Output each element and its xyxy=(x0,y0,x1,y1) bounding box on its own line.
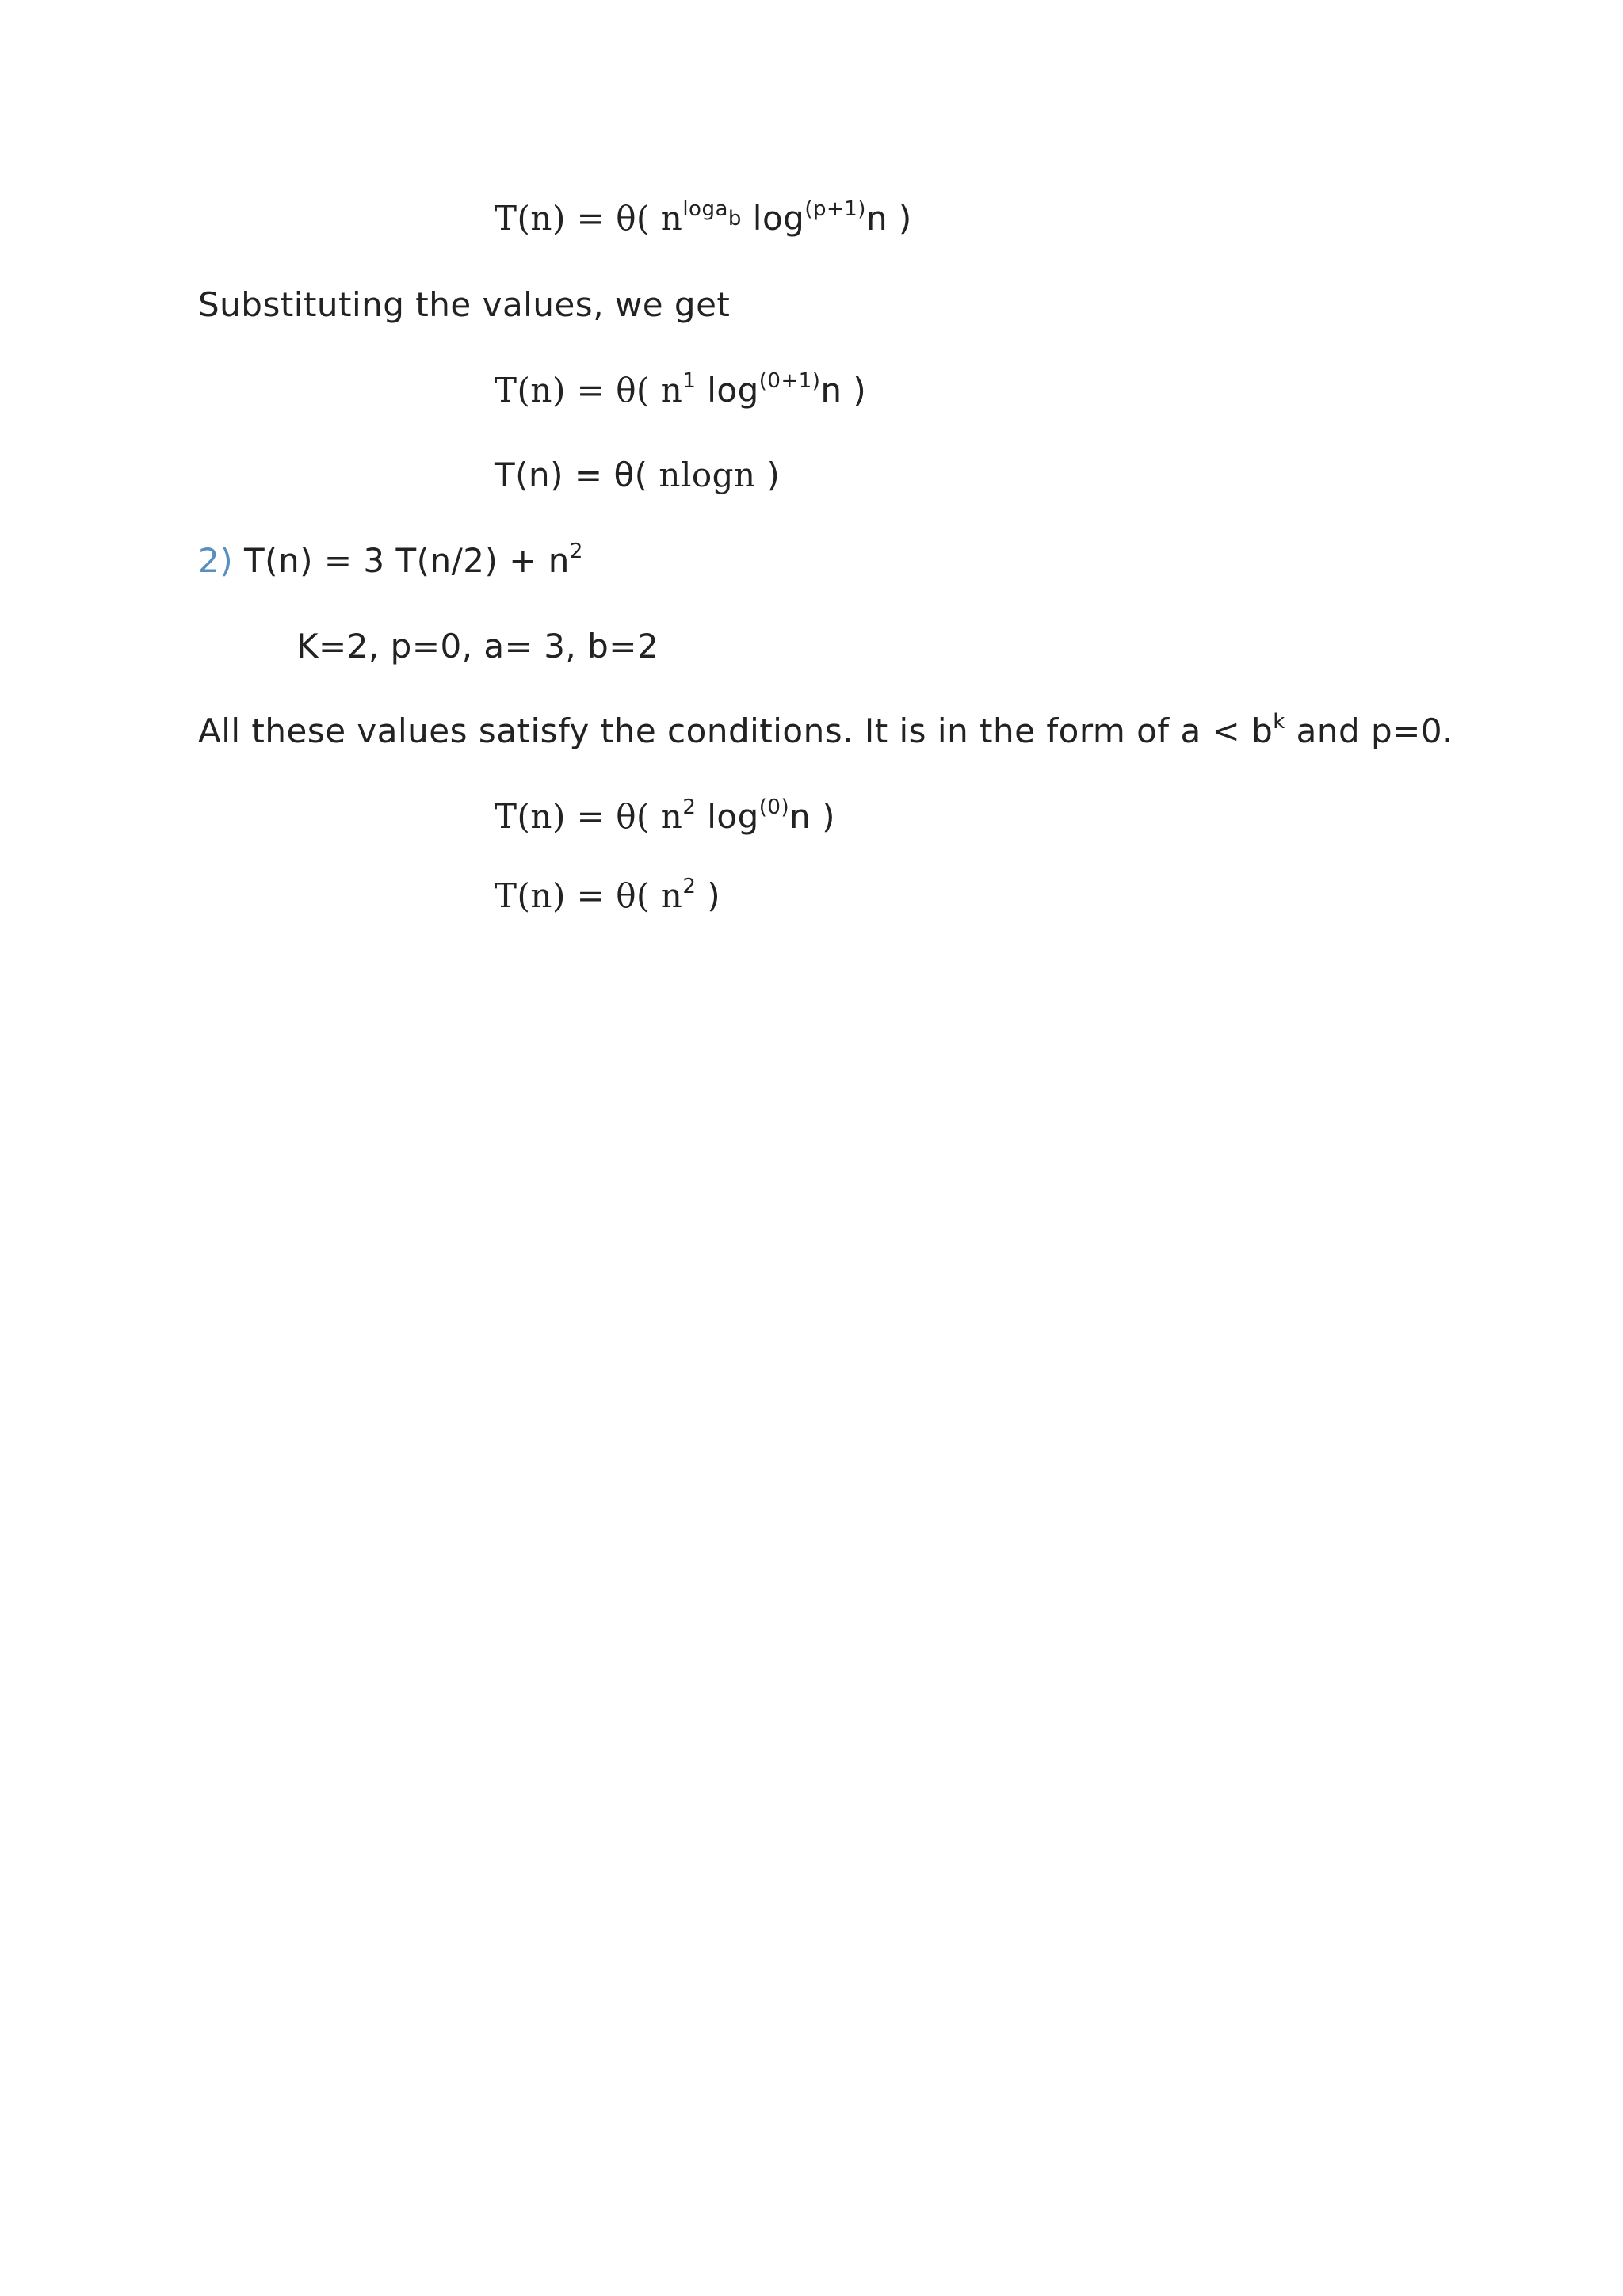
formula-lhs: T(n) = θ( xyxy=(495,876,650,915)
formula-substituted-1 xyxy=(495,368,866,413)
formula-log-exponent: (p+1) xyxy=(804,197,866,221)
conditions-text xyxy=(198,709,1453,753)
conditions-exponent: k xyxy=(1273,710,1285,734)
formula-log-exponent: (0) xyxy=(758,795,790,819)
formula-result-2 xyxy=(495,874,720,918)
formula-n: n xyxy=(660,797,683,836)
formula-n: n xyxy=(660,199,683,238)
formula-exponent: 1 xyxy=(682,369,697,393)
formula-tail: n ) xyxy=(789,797,835,836)
formula-exponent: 2 xyxy=(682,875,697,898)
formula-log: log xyxy=(707,797,759,836)
substituting-text: Substituting the values, we get xyxy=(198,285,731,324)
formula-general xyxy=(495,196,912,241)
formula-lhs: T(n) = θ( xyxy=(495,199,650,238)
parameters: K=2, p=0, a= 3, b=2 xyxy=(296,627,659,666)
formula-log: log xyxy=(752,199,805,238)
formula-exponent: logab xyxy=(682,197,742,231)
formula-tail: ) xyxy=(766,456,781,494)
example-number: 2) xyxy=(198,541,234,580)
formula-n: n xyxy=(660,371,683,410)
formula-log: log xyxy=(707,371,759,410)
formula-n: n xyxy=(660,876,683,915)
conditions-main: All these values satisfy the conditions. It is in the form of a < b xyxy=(198,711,1274,750)
formula-tail: n ) xyxy=(820,371,867,410)
example-exponent: 2 xyxy=(569,540,583,563)
formula-lhs: T(n) = θ( xyxy=(495,456,648,494)
formula-lhs: T(n) = θ( xyxy=(495,371,650,410)
formula-body: nlogn xyxy=(659,456,756,494)
example-2 xyxy=(198,539,583,583)
formula-tail: n ) xyxy=(865,199,912,238)
example-recurrence: T(n) = 3 T(n/2) + n xyxy=(243,541,570,580)
formula-substituted-2 xyxy=(495,453,780,498)
formula-result-1 xyxy=(495,795,835,839)
formula-tail: ) xyxy=(707,876,721,915)
conditions-tail: and p=0. xyxy=(1285,711,1453,750)
formula-exponent: 2 xyxy=(682,795,697,819)
formula-log-exponent: (0+1) xyxy=(758,369,821,393)
formula-lhs: T(n) = θ( xyxy=(495,797,650,836)
